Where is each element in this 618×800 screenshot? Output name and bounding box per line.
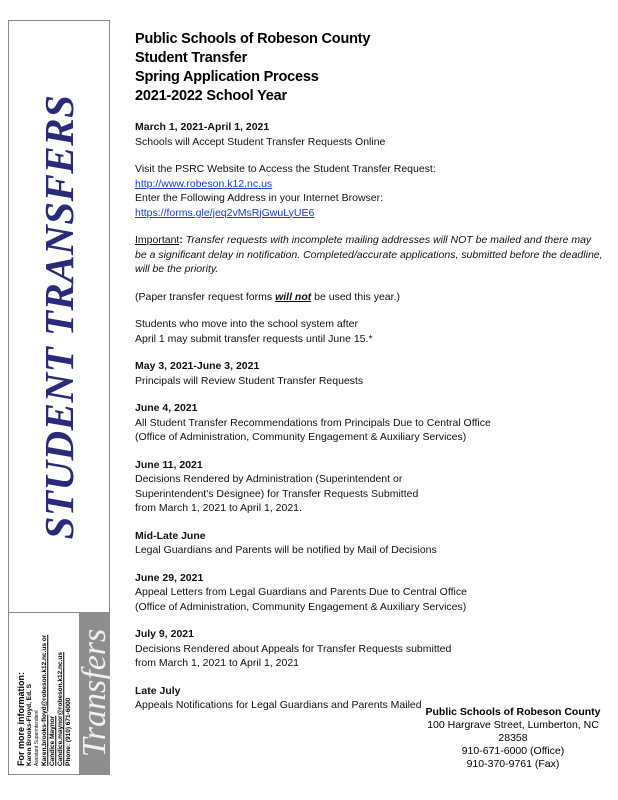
section-date: July 9, 2021 <box>135 628 194 640</box>
contact-name-2: Candice Maynor <box>49 715 57 766</box>
section-principal-review <box>135 359 605 388</box>
contact-info <box>16 616 74 766</box>
office-phone: 910-671-6000 (Office) <box>461 745 565 757</box>
contact-phone: Phone: (910) 671-6000 <box>65 697 73 766</box>
script-word: Transfers <box>76 628 113 758</box>
contact-email-1[interactable]: Karen.brooks-floyd@robeson.k12.nc.us or <box>40 634 48 766</box>
header-line-3: Spring Application Process <box>135 69 319 85</box>
sidebar-contact-area <box>9 613 113 774</box>
section-text: All Student Transfer Recommendations from Principals Due to Central Office <box>135 416 491 429</box>
transfer-form-link[interactable]: https://forms.gle/jeq2vMsRjGwuLyUE6 <box>135 206 315 219</box>
section-appeal-decisions <box>135 627 605 671</box>
section-date: March 1, 2021-April 1, 2021 <box>135 121 270 133</box>
section-recommendations <box>135 401 605 445</box>
paper-text-pre: (Paper transfer request forms <box>135 290 276 303</box>
header-line-1: Public Schools of Robeson County <box>135 31 371 47</box>
section-text: (Office of Administration, Community Engagement & Auxiliary Services) <box>135 600 467 613</box>
sidebar-title: STUDENT TRANSFERS <box>36 94 82 539</box>
section-text: Principals will Review Student Transfer Requests <box>135 374 364 387</box>
contact-email-2[interactable]: Candice.maynor@robeson.k12.nc.us <box>57 652 65 766</box>
important-label: Important <box>135 234 180 246</box>
section-text: Decisions Rendered by Administration (Superintendent or <box>135 473 403 485</box>
office-address-block <box>418 706 608 771</box>
section-text: Superintendent's Designee) for Transfer Requests Submitted <box>135 487 419 500</box>
section-appeal-letters <box>135 571 605 615</box>
section-paper-forms <box>135 290 605 305</box>
section-text: from March 1, 2021 to April 1, 2021. <box>135 502 302 514</box>
section-text: Schools will Accept Student Transfer Requests Online <box>135 135 386 148</box>
section-date: June 29, 2021 <box>135 571 204 584</box>
header-line-2: Student Transfer <box>135 50 248 66</box>
section-notification <box>135 529 605 558</box>
contact-title-1: Assistant Superintendent <box>34 710 41 766</box>
contact-name-1: Karen Brooks-Floyd, Ed. S <box>26 684 34 766</box>
office-name: Public Schools of Robeson County <box>425 706 601 718</box>
office-address-line-2: 28358 <box>498 732 528 744</box>
section-text: (Office of Administration, Community Engagement & Auxiliary Services) <box>135 431 467 443</box>
contact-heading: For more information: <box>16 672 27 766</box>
important-text: Transfer requests with incomplete mailing addresses will NOT be mailed and there may be a significant delay in notification. Completed/accurate applications, submitted before the deadline, will be the priority. <box>135 234 603 275</box>
main-content <box>135 30 605 726</box>
sidebar-title-area <box>9 21 109 613</box>
sidebar-panel <box>8 20 113 775</box>
section-text: from March 1, 2021 to April 1, 2021 <box>135 657 300 669</box>
section-decisions <box>135 458 605 516</box>
office-address-line-1: 100 Hargrave Street, Lumberton, NC <box>427 719 599 731</box>
section-online-requests <box>135 120 605 149</box>
section-date: May 3, 2021-June 3, 2021 <box>135 360 260 372</box>
section-text: Appeals Notifications for Legal Guardians and Parents Mailed <box>135 699 422 711</box>
paper-text-emphasis: will not <box>275 290 312 303</box>
section-important <box>135 233 605 277</box>
section-text: Legal Guardians and Parents will be notified by Mail of Decisions <box>135 544 437 556</box>
important-colon: : <box>179 234 186 246</box>
section-date: June 11, 2021 <box>135 458 203 471</box>
section-text: Visit the PSRC Website to Access the Student Transfer Request: <box>135 163 436 175</box>
section-text: Appeal Letters from Legal Guardians and Parents Due to Central Office <box>135 586 467 598</box>
section-date: Late July <box>135 684 181 697</box>
paper-text-post: be used this year.) <box>311 290 400 303</box>
header-line-4: 2021-2022 School Year <box>135 88 287 104</box>
section-website <box>135 162 605 220</box>
section-date: Mid-Late June <box>135 529 206 542</box>
psrc-website-link[interactable]: http://www.robeson.k12.nc.us <box>135 177 273 190</box>
section-date: June 4, 2021 <box>135 402 198 414</box>
section-text: Students who move into the school system after <box>135 318 358 330</box>
section-move-in <box>135 317 605 346</box>
section-text: April 1 may submit transfer requests until June 15.* <box>135 332 373 345</box>
section-text: Enter the Following Address in your Internet Browser: <box>135 192 384 204</box>
office-fax: 910-370-9761 (Fax) <box>466 758 560 770</box>
document-header <box>135 30 605 106</box>
section-text: Decisions Rendered about Appeals for Transfer Requests submitted <box>135 642 452 655</box>
